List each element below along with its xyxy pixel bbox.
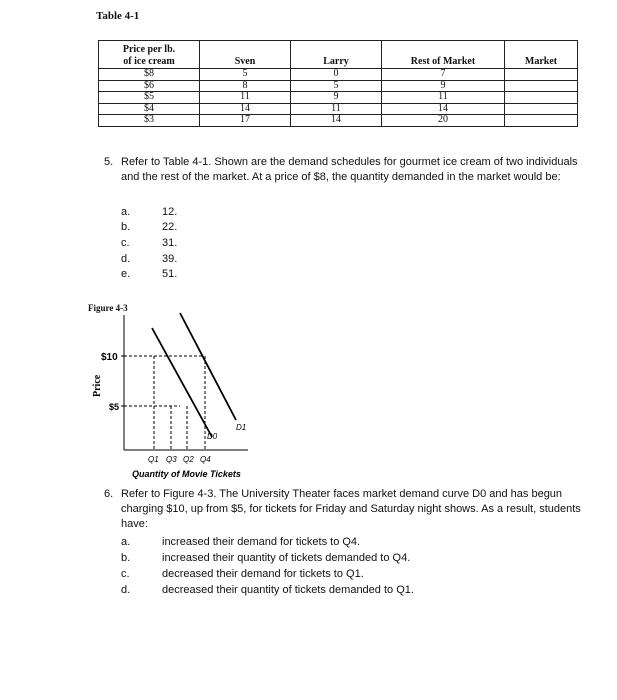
cell-rest: 9 [382,80,505,92]
price-low-label: $5 [109,402,120,412]
q-label-q4: Q4 [200,455,211,464]
table-row [99,92,578,104]
cell-price: $8 [99,69,200,81]
table-row [99,115,578,127]
curve-label-d0: D0 [207,432,218,441]
table-header-row [99,41,578,69]
question-5-text: Refer to Table 4-1. Shown are the demand schedules for gourmet ice cream of two individuals and the rest of the market. At a price of $8, the quantity demanded in the market would be: [121,156,578,183]
table-title: Table 4-1 [96,10,140,22]
q5-option-b-text: 22. [162,221,178,233]
demand-schedule-table [98,40,578,127]
header-price-line1: Price per lb. [122,44,176,55]
q6-option-b-text: increased their quantity of tickets demanded to Q4. [162,552,411,564]
cell-rest: 11 [382,92,505,104]
header-price-line2: of ice cream [123,56,175,67]
demand-curve-d0 [152,328,212,437]
table-row [99,80,578,92]
q-label-q1: Q1 [148,455,159,464]
header-price [99,41,200,69]
q6-option-d-text: decreased their quantity of tickets demanded to Q1. [162,584,414,596]
cell-larry: 9 [291,92,382,104]
cell-market [505,115,578,127]
q-label-q2: Q2 [183,455,194,464]
cell-market [505,92,578,104]
q6-option-c-text: decreased their demand for tickets to Q1. [162,568,364,580]
header-rest-of-market: Rest of Market [382,41,505,69]
question-5-number: 5. [104,156,114,168]
cell-sven: 14 [200,103,291,115]
q6-option-d-letter: d. [121,584,131,596]
curve-label-d1: D1 [236,423,247,432]
cell-rest: 20 [382,115,505,127]
header-larry: Larry [291,41,382,69]
q5-option-c-letter: c. [121,237,130,249]
cell-rest: 7 [382,69,505,81]
table-row [99,103,578,115]
q5-option-b-letter: b. [121,221,131,233]
q6-option-c-letter: c. [121,568,130,580]
q6-option-a-text: increased their demand for tickets to Q4. [162,536,361,548]
cell-sven: 5 [200,69,291,81]
figure-label: Figure 4-3 [88,303,128,313]
question-6-number: 6. [104,488,114,500]
x-axis-label: Quantity of Movie Tickets [132,469,241,479]
q5-option-c-text: 31. [162,237,178,249]
q6-option-a-letter: a. [121,536,131,548]
cell-rest: 14 [382,103,505,115]
cell-price: $6 [99,80,200,92]
cell-price: $4 [99,103,200,115]
cell-sven: 17 [200,115,291,127]
cell-larry: 11 [291,103,382,115]
q6-option-b-letter: b. [121,552,131,564]
cell-larry: 5 [291,80,382,92]
question-6-text: Refer to Figure 4-3. The University Theater faces market demand curve D0 and has begun charging $10, up from $5, for tickets for Friday and Saturday night shows. As a result, students have: [121,488,581,530]
cell-larry: 0 [291,69,382,81]
y-axis-label: Price [92,374,103,397]
q5-option-e-text: 51. [162,268,178,280]
q5-option-a-letter: a. [121,206,131,218]
q5-option-d-text: 39. [162,253,178,265]
q-label-q3: Q3 [166,455,177,464]
cell-market [505,80,578,92]
cell-price: $3 [99,115,200,127]
cell-sven: 8 [200,80,291,92]
cell-market [505,69,578,81]
cell-larry: 14 [291,115,382,127]
cell-market [505,103,578,115]
header-sven: Sven [200,41,291,69]
cell-sven: 11 [200,92,291,104]
table-row [99,69,578,81]
cell-price: $5 [99,92,200,104]
q5-option-e-letter: e. [121,268,131,280]
price-high-label: $10 [101,352,118,363]
demand-curve-d1 [180,313,236,420]
demand-shift-diagram [88,305,288,485]
q5-option-a-text: 12. [162,206,178,218]
header-market: Market [505,41,578,69]
q5-option-d-letter: d. [121,253,131,265]
